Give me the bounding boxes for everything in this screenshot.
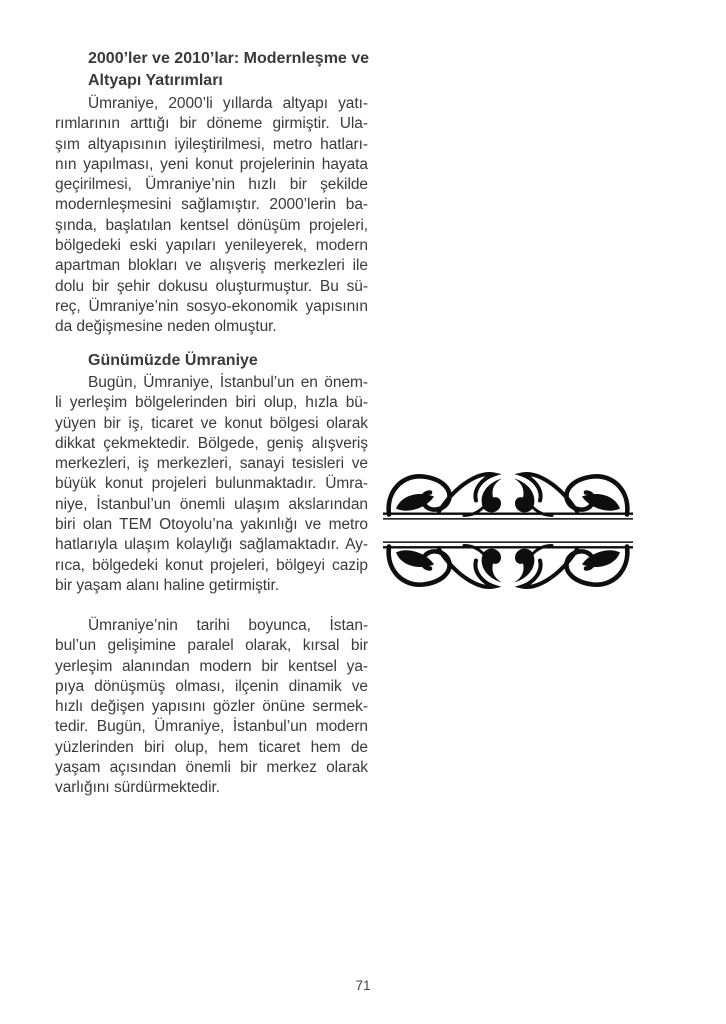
text-line: bul’un gelişimine paralel olarak, kırsal bir: [55, 637, 368, 655]
text-line: hatlarıyla ulaşım kolaylığı sağlamaktadır. Ay-: [55, 536, 368, 554]
paragraph-gunumuzde-2: [55, 616, 368, 799]
floral-divider-ornament: [383, 469, 633, 592]
text-line: bölgedeki eski yapıları yenileyerek, modern: [55, 237, 368, 255]
text-line: şım altyapısının iyileştirilmesi, metro hatları-: [55, 135, 368, 153]
section-heading-gunumuzde: [88, 350, 388, 372]
text-line: Günümüzde Ümraniye: [88, 352, 258, 369]
text-line: niye, İstanbul’un önemli ulaşım akslarından: [55, 495, 368, 513]
text-line: modernleşmesini sağlamıştır. 2000’lerin ba-: [55, 196, 368, 214]
text-line: Ümraniye’nin tarihi boyunca, İstan-: [88, 617, 368, 634]
text-line: li yerleşim bölgelerinden biri olup, hızla bü-: [55, 394, 368, 412]
text-line: yaşam açısından önemli bir merkez olarak: [55, 759, 368, 777]
text-line: geçirilmesi, Ümraniye’nin hızlı bir şekilde: [55, 176, 368, 194]
text-line: Ümraniye, 2000’li yıllarda altyapı yatı-: [88, 95, 368, 112]
text-line: da değişmesine neden olmuştur.: [55, 318, 277, 336]
text-line: pıya dönüşmüş olması, ilçenin dinamik ve: [55, 677, 368, 695]
section-heading-modernlesme: [88, 48, 388, 92]
text-line: şında, başlatılan kentsel dönüşüm projeleri,: [55, 216, 368, 234]
text-line: merkezleri, iş merkezleri, sanayi tesisleri ve: [55, 455, 368, 473]
text-line: hızlı değişen yapısını gözler önüne sermek-: [55, 698, 368, 716]
flourish-icon: [383, 469, 633, 592]
paragraph-gunumuzde-1: [55, 373, 368, 596]
text-line: bir yaşam alanı haline getirmiştir.: [55, 576, 279, 594]
text-line: reç, Ümraniye’nin sosyo-ekonomik yapısının: [55, 297, 368, 315]
text-line: Altyapı Yatırımları: [88, 72, 223, 89]
text-line: dolu bir şehir dokusu oluşturmuştur. Bu sü-: [55, 277, 368, 295]
text-line: rımlarının arttığı bir döneme girmiştir. Ula-: [55, 115, 368, 133]
text-line: nın yapılması, yeni konut projelerinin hayata: [55, 155, 368, 173]
page-number: 71: [355, 978, 371, 993]
text-line: büyük konut projeleri bulunmaktadır. Ümra-: [55, 475, 368, 493]
text-line: yüzlerinden biri olup, hem ticaret hem de: [55, 738, 368, 756]
text-line: biri olan TEM Otoyolu’na yakınlığı ve metro: [55, 516, 368, 534]
paragraph-modernlesme: [55, 94, 368, 338]
text-line: yüyen bir iş, ticaret ve konut bölgesi olarak: [55, 414, 368, 432]
text-line: yerleşim alanından modern bir kentsel ya-: [55, 657, 368, 675]
text-line: dikkat çekmektedir. Bölgede, geniş alışveriş: [55, 434, 368, 452]
text-line: 2000’ler ve 2010’lar: Modernleşme ve: [88, 50, 370, 67]
text-line: varlığını sürdürmektedir.: [55, 779, 221, 797]
text-line: rıca, bölgedeki konut projeleri, bölgeyi cazip: [55, 556, 368, 574]
text-line: apartman blokları ve alışveriş merkezleri ile: [55, 257, 368, 275]
text-line: tedir. Bugün, Ümraniye, İstanbul’un modern: [55, 718, 368, 736]
text-line: Bugün, Ümraniye, İstanbul’un en önem-: [88, 374, 368, 391]
